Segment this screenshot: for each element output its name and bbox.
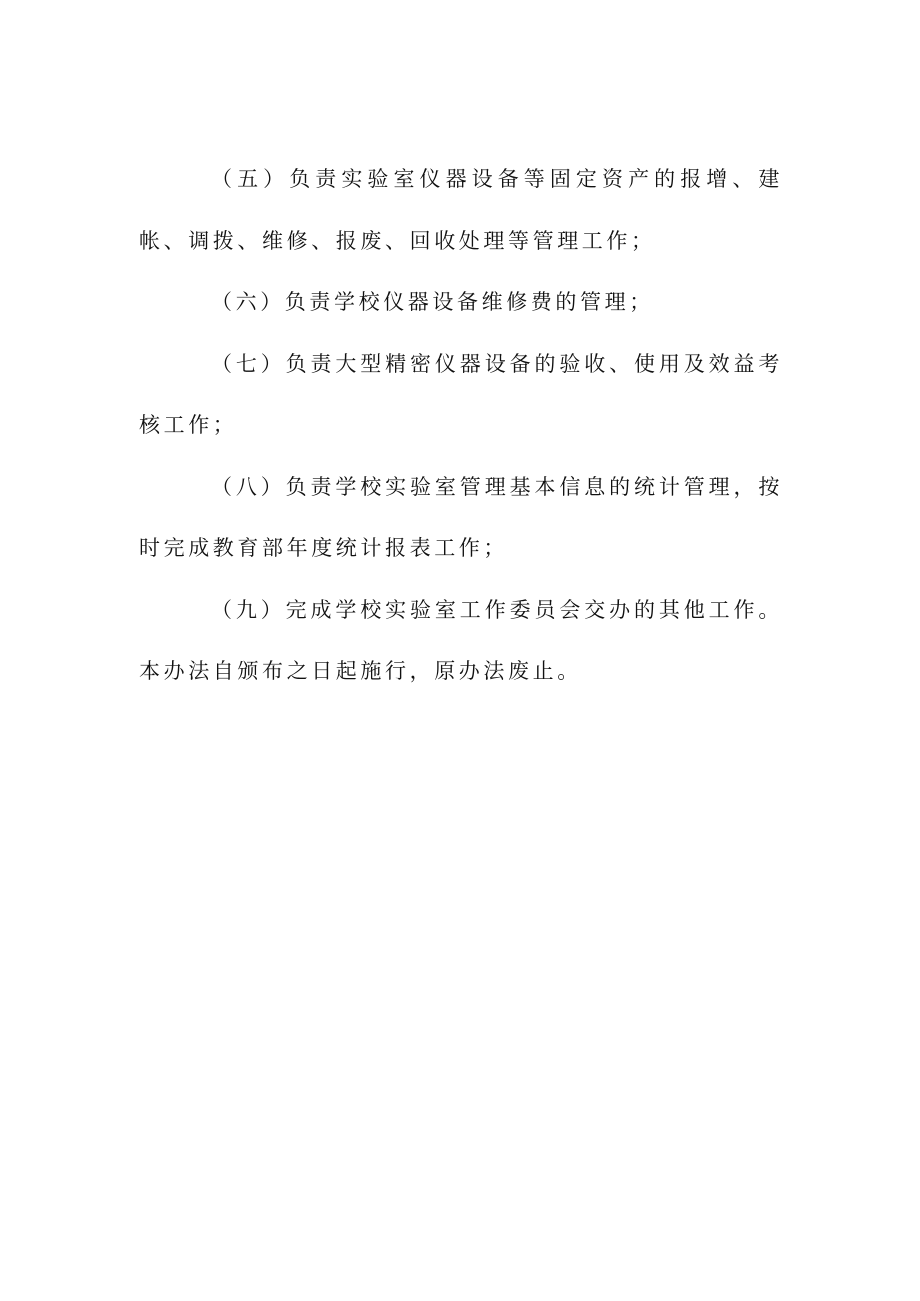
paragraph-item-7: （七）负责大型精密仪器设备的验收、使用及效益考核工作； <box>139 351 783 437</box>
document-body <box>139 149 783 703</box>
paragraph-item-9: （九）完成学校实验室工作委员会交办的其他工作。本办法自颁布之日起施行，原办法废止。 <box>139 597 783 683</box>
paragraph-item-5: （五）负责实验室仪器设备等固定资产的报增、建帐、调拨、维修、报废、回收处理等管理工作； <box>139 167 783 253</box>
paragraph-item-6: （六）负责学校仪器设备维修费的管理； <box>211 290 654 314</box>
paragraph-item-8: （八）负责学校实验室管理基本信息的统计管理，按时完成教育部年度统计报表工作； <box>139 474 783 560</box>
